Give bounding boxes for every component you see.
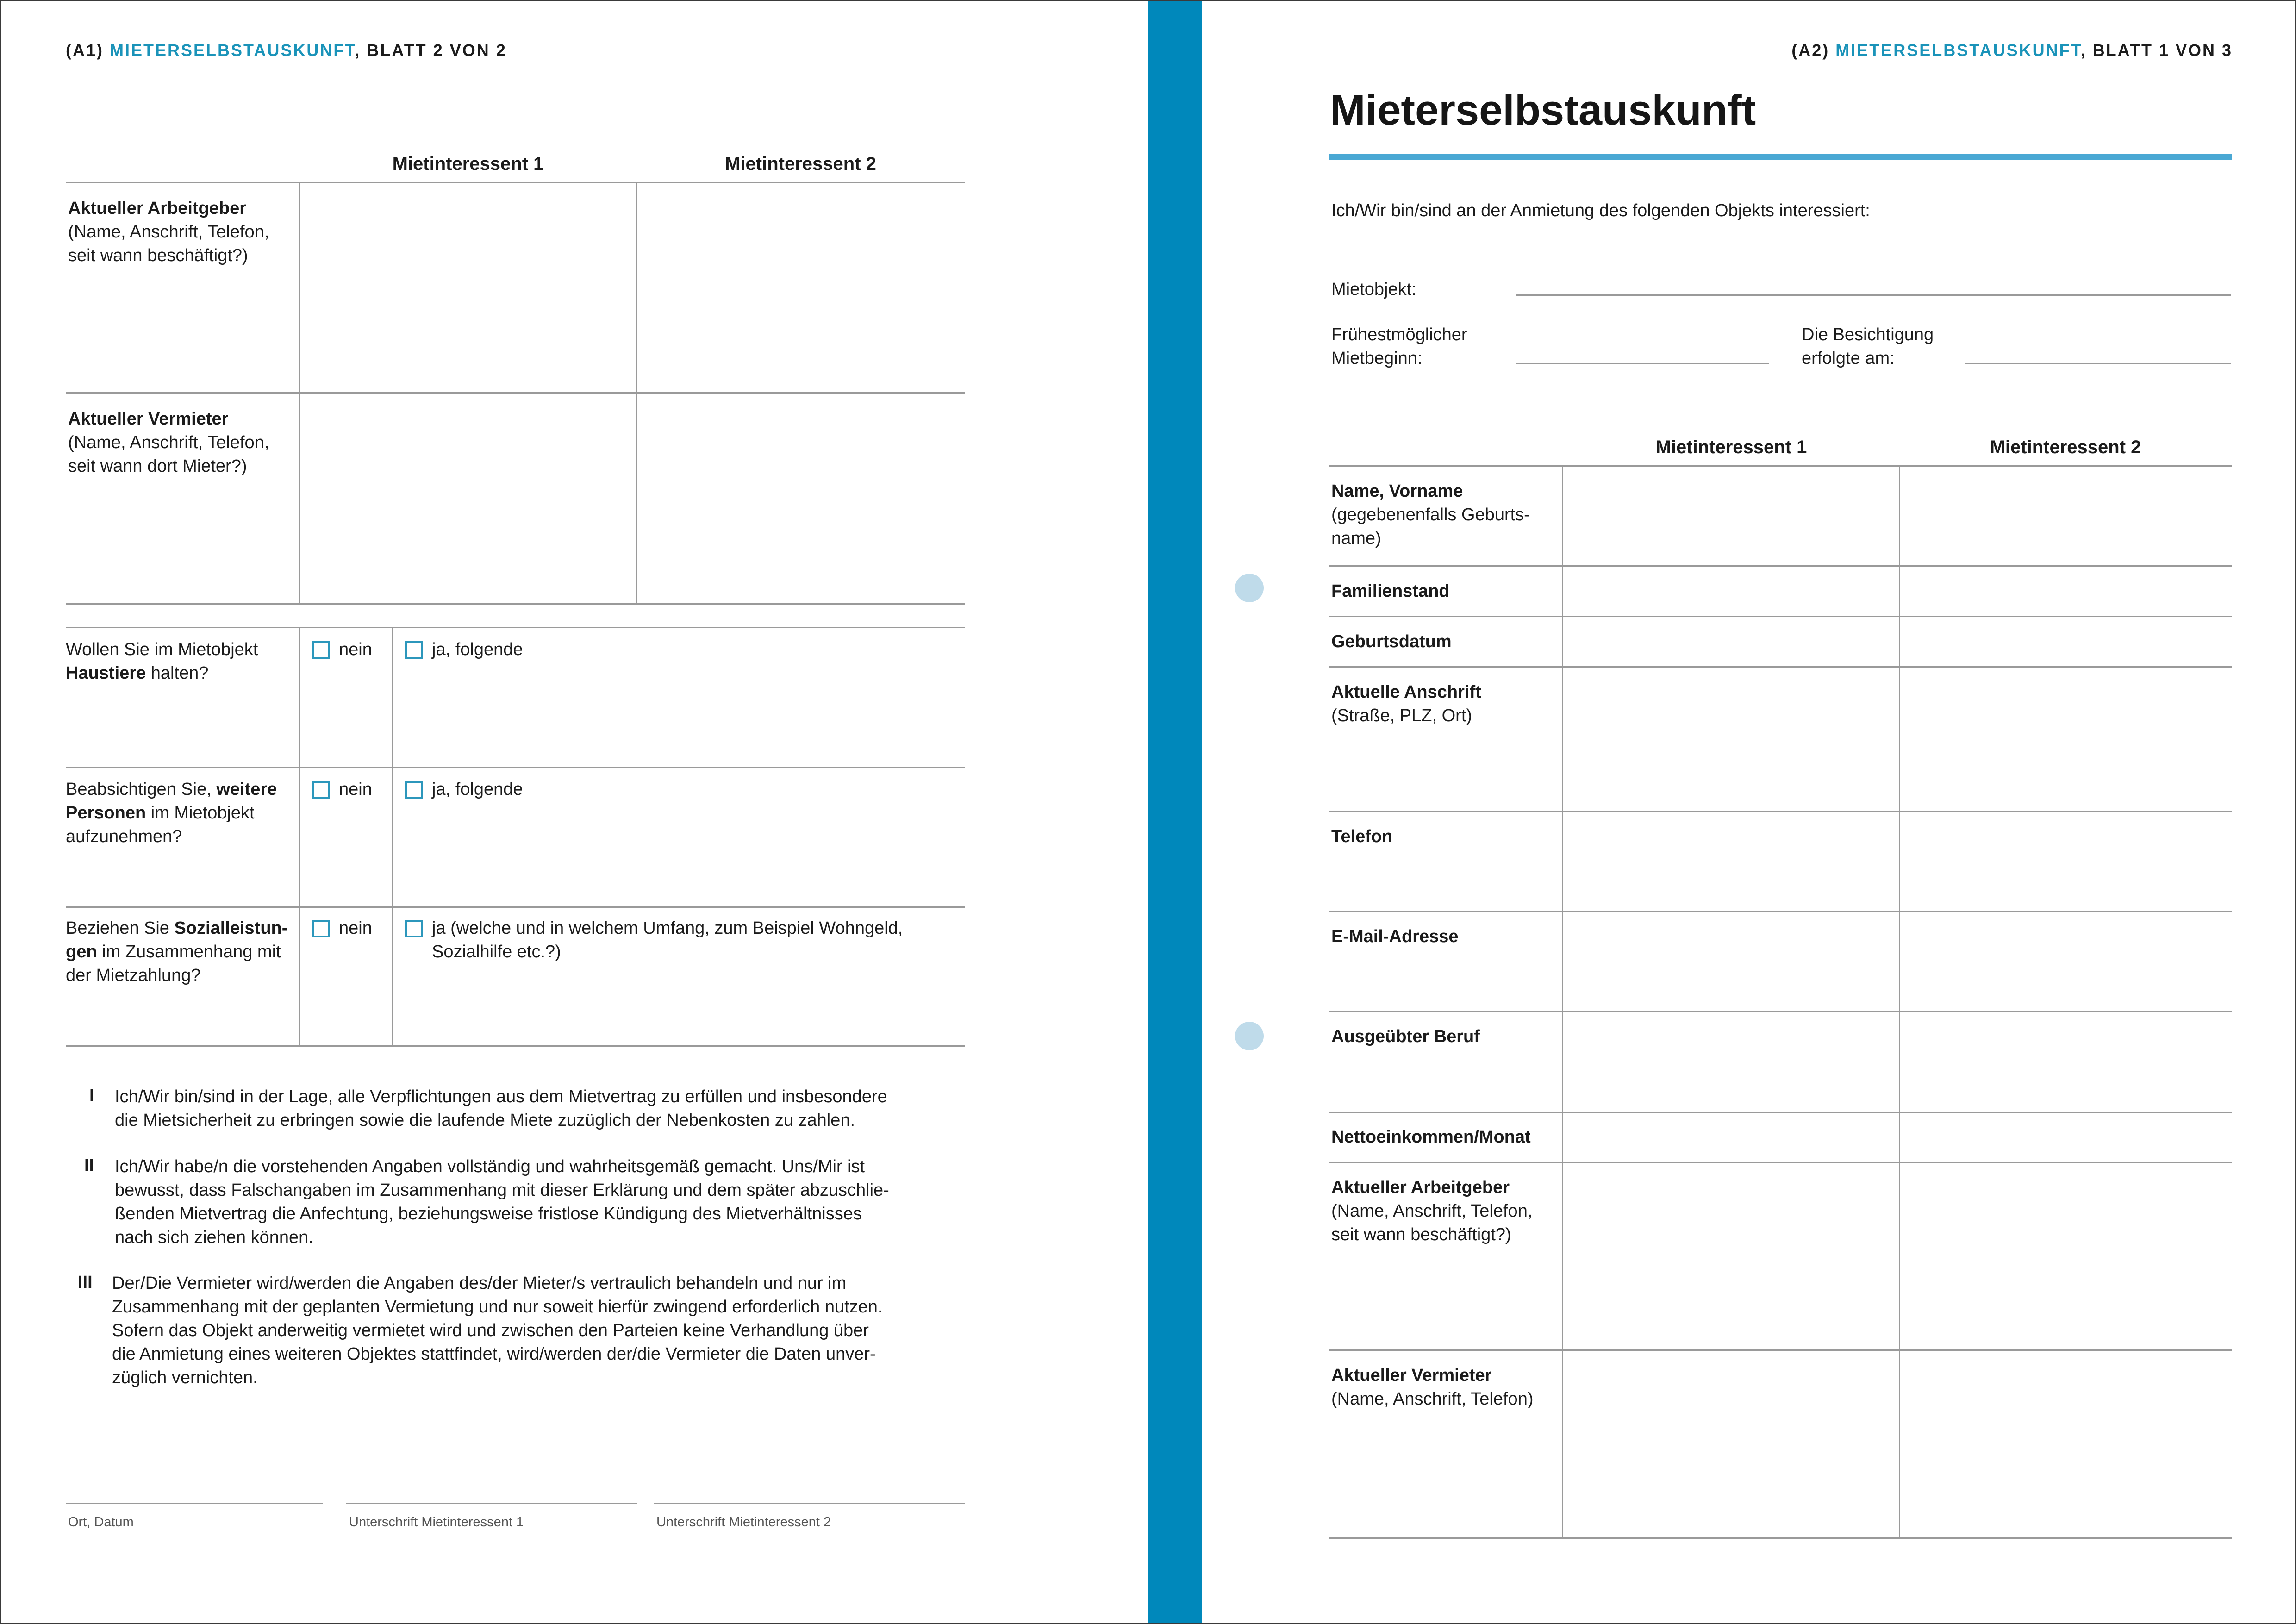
punch-hole	[1235, 574, 1264, 602]
marital-status-applicant-1-field[interactable]	[1563, 567, 1899, 616]
pets-no-checkbox[interactable]	[312, 641, 330, 659]
persons-yes-label: ja, folgende	[432, 780, 523, 799]
birth-date-applicant-1-field[interactable]	[1563, 617, 1899, 666]
occupation-applicant-1-field[interactable]	[1563, 1012, 1899, 1112]
address-applicant-2-field[interactable]	[1900, 668, 2232, 811]
start-date-label: Frühestmöglicher Mietbeginn:	[1331, 325, 1467, 368]
signature-caption: Ort, Datum	[68, 1515, 134, 1530]
column-head-applicant-2: Mietinteressent 2	[725, 154, 876, 174]
intro-text: Ich/Wir bin/sind an der Anmietung des folgenden Objekts interessiert:	[1331, 201, 1870, 220]
question-pets: Wollen Sie im Mietobjekt Haustiere halten?	[66, 640, 258, 683]
persons-no-checkbox[interactable]	[312, 781, 330, 799]
question-social-benefits: Beziehen Sie Sozialleistun- gen im Zusammenhang mit der Mietzahlung?	[66, 918, 288, 985]
row-label-occupation: Ausgeübter Beruf	[1331, 1027, 1480, 1046]
signature-line-place-date[interactable]	[66, 1503, 323, 1504]
row-label-net-income: Nettoeinkommen/Monat	[1331, 1127, 1531, 1147]
net-income-applicant-2-field[interactable]	[1900, 1113, 2232, 1162]
row-label-address: Aktuelle Anschrift (Straße, PLZ, Ort)	[1331, 682, 1481, 725]
sheet-number: BLATT 1 VON 3	[2092, 41, 2233, 60]
table-bottom-rule	[1329, 1537, 2232, 1539]
questions-top-rule	[66, 627, 965, 628]
signature-line-applicant-2[interactable]	[654, 1503, 965, 1504]
form-name: MIETERSELBSTAUSKUNFT	[110, 41, 355, 60]
pets-yes-label: ja, folgende	[432, 640, 523, 659]
viewing-date-field[interactable]	[1965, 363, 2231, 364]
rental-object-label: Mietobjekt:	[1331, 280, 1416, 299]
benefits-yes-checkbox[interactable]	[405, 920, 423, 937]
row-label-landlord: Aktueller Vermieter (Name, Anschrift, Telefon)	[1331, 1366, 1534, 1409]
occupation-applicant-2-field[interactable]	[1900, 1012, 2232, 1112]
pets-no-label: nein	[339, 640, 372, 659]
row-label-birth-date: Geburtsdatum	[1331, 632, 1452, 651]
landlord-applicant-1-field[interactable]	[300, 394, 636, 603]
page-title: Mieterselbstauskunft	[1330, 87, 1756, 134]
form-name: MIETERSELBSTAUSKUNFT	[1835, 41, 2081, 60]
declaration-number: II	[84, 1156, 94, 1175]
benefits-no-label: nein	[339, 918, 372, 938]
marital-status-applicant-2-field[interactable]	[1900, 567, 2232, 616]
column-head-applicant-1: Mietinteressent 1	[1655, 437, 1807, 457]
declaration-number: III	[78, 1273, 93, 1292]
row-label-landlord: Aktueller Vermieter (Name, Anschrift, Telefon, seit wann dort Mieter?)	[68, 409, 269, 476]
column-head-applicant-2: Mietinteressent 2	[1990, 437, 2141, 457]
phone-applicant-1-field[interactable]	[1563, 812, 1899, 911]
declaration-text: Ich/Wir bin/sind in der Lage, alle Verpflichtungen aus dem Mietvertrag zu erfüllen und insbesondere die Mietsicherheit zu erbringen sowie die laufende Miete zuzüglich der Nebenkosten zu zahlen.	[115, 1087, 887, 1130]
left-page-header: (A1) MIETERSELBSTAUSKUNFT, BLATT 2 VON 2	[66, 41, 507, 60]
persons-yes-checkbox[interactable]	[405, 781, 423, 799]
benefits-no-checkbox[interactable]	[312, 920, 330, 937]
employer-applicant-1-field[interactable]	[1563, 1163, 1899, 1349]
viewing-date-label: Die Besichtigung erfolgte am:	[1802, 325, 1934, 368]
right-page-header: (A2) MIETERSELBSTAUSKUNFT, BLATT 1 VON 3	[1791, 41, 2233, 60]
form-code: (A1)	[66, 41, 104, 60]
row-label-employer: Aktueller Arbeitgeber (Name, Anschrift, Telefon, seit wann beschäftigt?)	[1331, 1178, 1533, 1244]
row-divider	[66, 767, 965, 768]
employer-applicant-2-field[interactable]	[1900, 1163, 2232, 1349]
form-code: (A2)	[1791, 41, 1830, 60]
start-date-field[interactable]	[1516, 363, 1769, 364]
row-label-phone: Telefon	[1331, 827, 1393, 846]
row-label-employer: Aktueller Arbeitgeber (Name, Anschrift, Telefon, seit wann beschäftigt?)	[68, 199, 269, 265]
employer-applicant-2-field[interactable]	[637, 183, 965, 392]
net-income-applicant-1-field[interactable]	[1563, 1113, 1899, 1162]
row-label-email: E-Mail-Adresse	[1331, 927, 1459, 946]
question-additional-persons: Beabsichtigen Sie, weitere Personen im Mietobjekt aufzunehmen?	[66, 780, 277, 846]
declaration-text: Ich/Wir habe/n die vorstehenden Angaben vollständig und wahrheitsgemäß gemacht. Uns/Mir ist bewusst, dass Falschangaben im Zusammenhang mit dieser Erklärung und dem später abzuschlie- ßenden Mietvertrag die Anfechtung, beziehungsweise fristlose Kündigung des Mietverhältnisses nach sich ziehen können.	[115, 1157, 889, 1247]
column-head-applicant-1: Mietinteressent 1	[392, 154, 544, 174]
row-label-name: Name, Vorname (gegebenenfalls Geburts- name)	[1331, 481, 1530, 548]
phone-applicant-2-field[interactable]	[1900, 812, 2232, 911]
declaration-number: I	[89, 1086, 94, 1106]
birth-date-applicant-2-field[interactable]	[1900, 617, 2232, 666]
name-applicant-2-field[interactable]	[1900, 467, 2232, 565]
declaration-text: Der/Die Vermieter wird/werden die Angaben des/der Mieter/s vertraulich behandeln und nur im Zusammenhang mit der geplanten Vermietung und nur soweit hierfür zwingend erforderlich nutzen. Sofern das Objekt anderweitig vermietet wird und zwischen den Parteien keine Verhandlung über die Anmietung eines weiteren Objektes stattfindet, wird/werden der/die Vermieter die Daten unver- züglich vernichten.	[112, 1274, 883, 1387]
benefits-yes-label: ja (welche und in welchem Umfang, zum Beispiel Wohngeld, Sozialhilfe etc.?)	[432, 918, 903, 962]
rental-object-field[interactable]	[1516, 294, 2231, 296]
title-rule	[1329, 154, 2232, 160]
landlord-applicant-2-field[interactable]	[1900, 1351, 2232, 1537]
punch-hole	[1235, 1022, 1264, 1050]
row-divider	[66, 906, 965, 908]
column-divider	[299, 627, 300, 1046]
persons-no-label: nein	[339, 780, 372, 799]
signature-caption: Unterschrift Mietinteressent 2	[656, 1515, 831, 1530]
landlord-applicant-2-field[interactable]	[637, 394, 965, 603]
name-applicant-1-field[interactable]	[1563, 467, 1899, 565]
row-divider	[66, 603, 965, 605]
questions-bottom-rule	[66, 1045, 965, 1047]
address-applicant-1-field[interactable]	[1563, 668, 1899, 811]
employer-applicant-1-field[interactable]	[300, 183, 636, 392]
signature-caption: Unterschrift Mietinteressent 1	[349, 1515, 524, 1530]
sheet-number: BLATT 2 VON 2	[367, 41, 507, 60]
column-divider	[392, 627, 393, 1046]
landlord-applicant-1-field[interactable]	[1563, 1351, 1899, 1537]
signature-line-applicant-1[interactable]	[346, 1503, 637, 1504]
email-applicant-1-field[interactable]	[1563, 912, 1899, 1011]
row-label-marital-status: Familienstand	[1331, 581, 1450, 601]
binding-spine	[1148, 1, 1202, 1623]
pets-yes-checkbox[interactable]	[405, 641, 423, 659]
email-applicant-2-field[interactable]	[1900, 912, 2232, 1011]
